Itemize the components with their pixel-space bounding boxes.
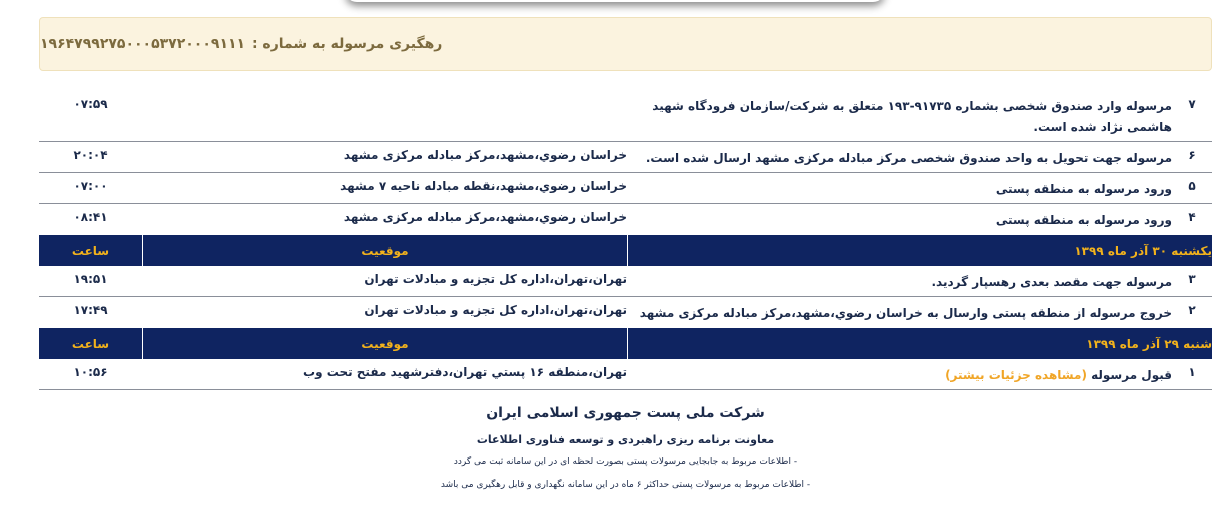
table-row (39, 142, 1212, 173)
day-header-sunday (39, 235, 1212, 266)
event-location: تهران،تهران،اداره کل تجزیه و مبادلات تهران (364, 272, 627, 286)
event-time: ۱۹:۵۱ (73, 272, 108, 286)
event-description: مرسوله جهت مقصد بعدی رهسپار گردید. (931, 275, 1172, 289)
event-description: خروج مرسوله از منطقه پستی وارسال به خراسان رضوي،مشهد،مرکز مبادله مرکزی مشهد (639, 306, 1172, 320)
table-row (39, 359, 1212, 390)
day-label: شنبه ۲۹ آذر ماه ۱۳۹۹ (627, 328, 1212, 359)
table-row (39, 297, 1212, 328)
top-card-shadow (345, 0, 885, 2)
department-name: معاونت برنامه ریزی راهبردی و توسعه فناوری اطلاعات (476, 433, 775, 446)
event-location: خراسان رضوي،مشهد،مرکز مبادله مرکزی مشهد (343, 210, 627, 224)
footer-note: - اطلاعات مربوط به مرسولات پستی حداکثر ۶ ماه در این سامانه نگهداری و قابل رهگیری می باشد (440, 480, 811, 490)
tracking-header (39, 17, 1212, 71)
event-location: خراسان رضوي،مشهد،نقطه مبادله ناحیه ۷ مشهد (340, 179, 627, 193)
event-index: ۳ (1188, 272, 1196, 286)
tracking-title-label: رهگیری مرسوله به شماره : (251, 36, 443, 52)
event-index: ۲ (1188, 303, 1196, 317)
event-index: ۴ (1188, 210, 1196, 224)
event-time: ۱۷:۴۹ (73, 303, 108, 317)
event-time: ۰۷:۰۰ (73, 179, 108, 193)
event-description (627, 359, 1172, 389)
tracking-title (40, 36, 442, 52)
time-column-header: ساعت (71, 243, 110, 258)
event-description-text: قبول مرسوله (1091, 368, 1172, 382)
event-index: ۷ (1188, 97, 1196, 111)
event-index: ۶ (1188, 148, 1196, 162)
tracking-number: ۱۹۶۴۷۹۹۲۷۵۰۰۰۵۳۷۲۰۰۰۹۱۱۱ (40, 36, 246, 52)
details-link[interactable]: (مشاهده جزئیات بیشتر) (945, 368, 1087, 382)
event-location: تهران،تهران،اداره کل تجزیه و مبادلات تهران (364, 303, 627, 317)
event-time: ۰۸:۴۱ (73, 210, 108, 224)
event-location: خراسان رضوي،مشهد،مرکز مبادله مرکزی مشهد (343, 148, 627, 162)
event-index: ۱ (1188, 365, 1196, 379)
table-row (39, 266, 1212, 297)
table-row (39, 204, 1212, 235)
event-description: مرسوله جهت تحویل به واحد صندوق شخصی مرکز مبادله مرکزی مشهد ارسال شده است. (645, 151, 1172, 165)
event-location (142, 91, 627, 141)
event-description: ورود مرسوله به منطقه پستی (995, 182, 1172, 196)
event-description: ورود مرسوله به منطقه پستی (995, 213, 1172, 227)
table-row (39, 91, 1212, 142)
location-column-header: موقعیت (142, 235, 627, 266)
page-footer (39, 405, 1212, 490)
location-column-header: موقعیت (142, 328, 627, 359)
event-description: مرسوله وارد صندوق شخصی بشماره ۹۱۷۳۵-۱۹۳ متعلق به شرکت/سازمان فرودگاه شهید هاشمی نژاد شده است. (652, 99, 1172, 134)
table-row (39, 173, 1212, 204)
time-column-header: ساعت (71, 336, 110, 351)
event-time: ۲۰:۰۴ (73, 148, 108, 162)
event-time: ۰۷:۵۹ (73, 97, 108, 111)
day-header-saturday (39, 328, 1212, 359)
event-index: ۵ (1188, 179, 1196, 193)
tracking-events-table (39, 91, 1212, 390)
organization-name: شرکت ملی پست جمهوری اسلامی ایران (486, 405, 765, 421)
day-label: یکشنبه ۳۰ آذر ماه ۱۳۹۹ (627, 235, 1212, 266)
event-time: ۱۰:۵۶ (73, 365, 108, 379)
event-location: تهران،منطقه ۱۶ پستي تهران،دفترشهید مفتح تحت وب (303, 365, 627, 379)
footer-note: - اطلاعات مربوط به جابجایی مرسولات پستی بصورت لحظه ای در این سامانه ثبت می گردد (453, 457, 798, 467)
